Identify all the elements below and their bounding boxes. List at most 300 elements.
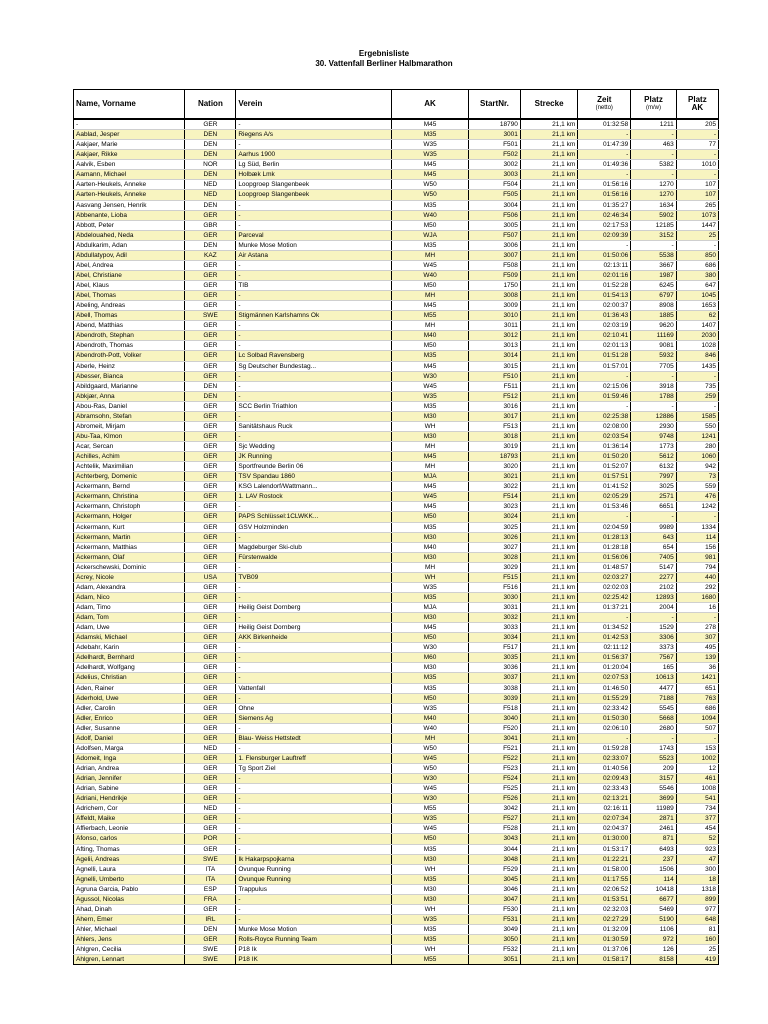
platz-mw-cell: 2461 <box>631 824 676 834</box>
nation-cell: GER <box>185 331 236 341</box>
nation-cell: GER <box>185 431 236 441</box>
verein-cell: Lc Solbad Ravensberg <box>236 351 392 361</box>
name-cell: Abou-Ras, Daniel <box>74 401 185 411</box>
ak-cell: W35 <box>392 150 469 160</box>
platz-mw-cell: 654 <box>631 542 676 552</box>
col-header-zeit[interactable] <box>578 90 631 120</box>
strecke-cell: 21,1 km <box>520 904 577 914</box>
zeit-cell: 01:22:21 <box>578 854 631 864</box>
startnr-cell: 3014 <box>468 351 520 361</box>
strecke-cell: 21,1 km <box>520 331 577 341</box>
startnr-cell: F529 <box>468 864 520 874</box>
verein-cell: - <box>236 794 392 804</box>
startnr-cell: 3029 <box>468 562 520 572</box>
nation-cell: GER <box>185 733 236 743</box>
verein-cell: - <box>236 200 392 210</box>
table-row <box>74 260 719 270</box>
startnr-cell: 3011 <box>468 321 520 331</box>
name-cell: Adomeit, Inga <box>74 753 185 763</box>
startnr-cell: 3034 <box>468 633 520 643</box>
ak-cell: W40 <box>392 270 469 280</box>
verein-cell: P18 Ik <box>236 945 392 955</box>
verein-cell: - <box>236 844 392 854</box>
verein-cell: - <box>236 804 392 814</box>
verein-cell: Loopgroep Slangenbeek <box>236 180 392 190</box>
table-row <box>74 562 719 572</box>
platz-ak-cell: 1421 <box>676 673 718 683</box>
verein-cell: - <box>236 894 392 904</box>
platz-mw-cell: 5382 <box>631 160 676 170</box>
verein-cell: - <box>236 774 392 784</box>
zeit-cell: 02:08:00 <box>578 421 631 431</box>
nation-cell: GER <box>185 210 236 220</box>
name-cell: Adolf, Daniel <box>74 733 185 743</box>
nation-cell: GER <box>185 693 236 703</box>
strecke-cell: 21,1 km <box>520 774 577 784</box>
startnr-cell: F505 <box>468 190 520 200</box>
zeit-cell: 01:46:50 <box>578 683 631 693</box>
platz-ak-cell: 1028 <box>676 341 718 351</box>
col-header-strecke[interactable]: Strecke <box>520 90 577 120</box>
verein-cell: - <box>236 914 392 924</box>
ak-cell: M60 <box>392 653 469 663</box>
strecke-cell: 21,1 km <box>520 653 577 663</box>
verein-cell: TVB09 <box>236 572 392 582</box>
table-row <box>74 884 719 894</box>
verein-cell: - <box>236 582 392 592</box>
platz-mw-cell: 2102 <box>631 582 676 592</box>
platz-mw-cell: 126 <box>631 945 676 955</box>
nation-cell: GER <box>185 321 236 331</box>
strecke-cell: 21,1 km <box>520 482 577 492</box>
platz-ak-cell: 278 <box>676 623 718 633</box>
name-cell: Agussol, Nicolas <box>74 894 185 904</box>
verein-cell: - <box>236 321 392 331</box>
platz-ak-cell: 981 <box>676 552 718 562</box>
zeit-cell: 02:07:34 <box>578 814 631 824</box>
platz-ak-cell: 647 <box>676 281 718 291</box>
nation-cell: GER <box>185 482 236 492</box>
startnr-cell: F518 <box>468 703 520 713</box>
verein-cell: Stigmännen Karlshamns Ok <box>236 311 392 321</box>
verein-cell: Magdeburger Ski-club <box>236 542 392 552</box>
verein-cell: - <box>236 784 392 794</box>
startnr-cell: F510 <box>468 371 520 381</box>
platz-ak-cell: 1585 <box>676 411 718 421</box>
table-row <box>74 381 719 391</box>
platz-ak-cell: - <box>676 130 718 140</box>
nation-cell: GER <box>185 814 236 824</box>
name-cell: Ackermann, Martin <box>74 532 185 542</box>
table-row <box>74 371 719 381</box>
ak-cell: MH <box>392 250 469 260</box>
nation-cell: GER <box>185 673 236 683</box>
platz-ak-cell: 1010 <box>676 160 718 170</box>
zeit-cell: 02:15:06 <box>578 381 631 391</box>
zeit-cell: 02:03:19 <box>578 321 631 331</box>
zeit-cell: 02:00:37 <box>578 301 631 311</box>
zeit-cell: 02:01:13 <box>578 341 631 351</box>
table-row <box>74 814 719 824</box>
platz-mw-sublabel: (m/w) <box>645 105 661 111</box>
platz-mw-cell: 2277 <box>631 572 676 582</box>
zeit-cell: 02:25:42 <box>578 592 631 602</box>
zeit-cell: 01:34:52 <box>578 623 631 633</box>
startnr-cell: 3001 <box>468 130 520 140</box>
strecke-cell: 21,1 km <box>520 452 577 462</box>
ak-cell: W45 <box>392 381 469 391</box>
ak-cell: M35 <box>392 844 469 854</box>
platz-mw-cell: 7997 <box>631 472 676 482</box>
zeit-cell: 01:30:00 <box>578 834 631 844</box>
startnr-cell: F507 <box>468 230 520 240</box>
name-cell: Abildgaard, Marianne <box>74 381 185 391</box>
strecke-cell: 21,1 km <box>520 180 577 190</box>
verein-cell: 1. Flensburger Lauftreff <box>236 753 392 763</box>
table-row <box>74 220 719 230</box>
verein-cell: KSG Lalendorf/Wattmann... <box>236 482 392 492</box>
name-cell: Adler, Enrico <box>74 713 185 723</box>
platz-ak-cell: 899 <box>676 894 718 904</box>
zeit-cell: 01:53:51 <box>578 894 631 904</box>
col-header-startnr[interactable]: StartNr. <box>468 90 520 120</box>
platz-mw-cell: 5546 <box>631 784 676 794</box>
platz-ak-cell: 114 <box>676 532 718 542</box>
name-cell: Ackermann, Matthias <box>74 542 185 552</box>
ak-cell: MH <box>392 291 469 301</box>
strecke-cell: 21,1 km <box>520 442 577 452</box>
table-row <box>74 452 719 462</box>
platz-ak-cell: 794 <box>676 562 718 572</box>
zeit-cell: 01:50:30 <box>578 713 631 723</box>
zeit-cell: 02:06:52 <box>578 884 631 894</box>
ak-cell: WH <box>392 421 469 431</box>
document-title: Ergebnisliste <box>358 49 410 58</box>
col-header-nation[interactable]: Nation <box>185 90 236 120</box>
nation-cell: GER <box>185 522 236 532</box>
table-row <box>74 532 719 542</box>
table-row <box>74 190 719 200</box>
table-row <box>74 914 719 924</box>
name-cell: Abendroth, Stephan <box>74 331 185 341</box>
table-row <box>74 603 719 613</box>
strecke-cell: 21,1 km <box>520 683 577 693</box>
nation-cell: DEN <box>185 170 236 180</box>
platz-ak-cell: 507 <box>676 723 718 733</box>
nation-cell: SWE <box>185 311 236 321</box>
strecke-cell: 21,1 km <box>520 542 577 552</box>
name-cell: Aderhold, Uwe <box>74 693 185 703</box>
ak-cell: MJA <box>392 603 469 613</box>
verein-cell: - <box>236 331 392 341</box>
startnr-cell: F502 <box>468 150 520 160</box>
table-row <box>74 522 719 532</box>
strecke-cell: 21,1 km <box>520 623 577 633</box>
table-row <box>74 834 719 844</box>
verein-cell: - <box>236 693 392 703</box>
platz-mw-cell: 972 <box>631 935 676 945</box>
nation-cell: GER <box>185 270 236 280</box>
ak-cell: WJA <box>392 230 469 240</box>
ak-cell: M45 <box>392 361 469 371</box>
platz-ak-cell: 25 <box>676 945 718 955</box>
nation-cell: NED <box>185 743 236 753</box>
verein-cell: - <box>236 220 392 230</box>
table-row <box>74 502 719 512</box>
name-cell: Adam, Alexandra <box>74 582 185 592</box>
name-cell: Abromeit, Mirjam <box>74 421 185 431</box>
name-cell: Ackermann, Kurt <box>74 522 185 532</box>
platz-mw-cell: 1270 <box>631 180 676 190</box>
table-row <box>74 753 719 763</box>
startnr-cell: 3039 <box>468 693 520 703</box>
strecke-cell: 21,1 km <box>520 361 577 371</box>
strecke-cell: 21,1 km <box>520 572 577 582</box>
ak-cell: M50 <box>392 341 469 351</box>
name-cell: Abbenante, Lioba <box>74 210 185 220</box>
zeit-cell: 01:37:06 <box>578 945 631 955</box>
verein-cell: - <box>236 270 392 280</box>
table-row <box>74 270 719 280</box>
nation-cell: GER <box>185 562 236 572</box>
platz-mw-cell: 3918 <box>631 381 676 391</box>
strecke-cell: 21,1 km <box>520 190 577 200</box>
zeit-cell: 01:35:27 <box>578 200 631 210</box>
table-row <box>74 904 719 914</box>
strecke-cell: 21,1 km <box>520 351 577 361</box>
ak-cell: MH <box>392 462 469 472</box>
startnr-cell: F525 <box>468 784 520 794</box>
name-cell: Abel, Andrea <box>74 260 185 270</box>
strecke-cell: 21,1 km <box>520 150 577 160</box>
zeit-cell: 01:48:57 <box>578 562 631 572</box>
col-header-platz-ak[interactable] <box>676 90 718 120</box>
name-cell: Ackermann, Christina <box>74 492 185 502</box>
table-row <box>74 723 719 733</box>
ak-cell: M50 <box>392 281 469 291</box>
strecke-cell: 21,1 km <box>520 844 577 854</box>
startnr-cell: F511 <box>468 381 520 391</box>
ak-cell: M35 <box>392 401 469 411</box>
nation-cell: GER <box>185 401 236 411</box>
strecke-cell: 21,1 km <box>520 784 577 794</box>
platz-mw-cell: - <box>631 401 676 411</box>
ak-cell: M30 <box>392 884 469 894</box>
name-cell: Abel, Thomas <box>74 291 185 301</box>
zeit-cell: 01:37:21 <box>578 603 631 613</box>
verein-cell: - <box>236 663 392 673</box>
platz-mw-cell: 5523 <box>631 753 676 763</box>
platz-ak-cell: 18 <box>676 874 718 884</box>
strecke-cell: 21,1 km <box>520 341 577 351</box>
startnr-cell: F520 <box>468 723 520 733</box>
ak-cell: WH <box>392 904 469 914</box>
verein-cell: - <box>236 673 392 683</box>
table-row <box>74 512 719 522</box>
platz-mw-cell: 6493 <box>631 844 676 854</box>
startnr-cell: 3023 <box>468 502 520 512</box>
strecke-cell: 21,1 km <box>520 411 577 421</box>
platz-mw-cell: 5538 <box>631 250 676 260</box>
platz-mw-cell: 1987 <box>631 270 676 280</box>
startnr-cell: 3033 <box>468 623 520 633</box>
platz-ak-cell: 1334 <box>676 522 718 532</box>
platz-mw-cell: 1529 <box>631 623 676 633</box>
startnr-cell: F522 <box>468 753 520 763</box>
startnr-cell: 3013 <box>468 341 520 351</box>
zeit-cell: 02:46:34 <box>578 210 631 220</box>
document-subtitle: 30. Vattenfall Berliner Halbmarathon <box>315 59 453 68</box>
name-cell: Ahad, Dinah <box>74 904 185 914</box>
ak-cell: W50 <box>392 743 469 753</box>
verein-cell: - <box>236 904 392 914</box>
nation-cell: GER <box>185 663 236 673</box>
verein-cell: - <box>236 411 392 421</box>
nation-cell: GER <box>185 472 236 482</box>
platz-ak-cell: 734 <box>676 804 718 814</box>
table-row <box>74 130 719 140</box>
nation-cell: GER <box>185 502 236 512</box>
nation-cell: DEN <box>185 391 236 401</box>
platz-ak-cell: 25 <box>676 230 718 240</box>
ak-cell: WH <box>392 945 469 955</box>
startnr-cell: F524 <box>468 774 520 784</box>
table-row <box>74 150 719 160</box>
results-table <box>73 89 719 965</box>
strecke-cell: 21,1 km <box>520 834 577 844</box>
zeit-cell: 02:04:59 <box>578 522 631 532</box>
name-cell: Aarten-Heukels, Anneke <box>74 180 185 190</box>
name-cell: Adler, Susanne <box>74 723 185 733</box>
ak-cell: M45 <box>392 502 469 512</box>
table-row <box>74 542 719 552</box>
platz-mw-label: Platz <box>644 95 663 104</box>
platz-ak-cell: - <box>676 401 718 411</box>
name-cell: Agruna Garcia, Pablo <box>74 884 185 894</box>
ak-cell: M45 <box>392 119 469 130</box>
ak-cell: W35 <box>392 814 469 824</box>
zeit-cell: 02:01:16 <box>578 270 631 280</box>
strecke-cell: 21,1 km <box>520 925 577 935</box>
startnr-cell: F521 <box>468 743 520 753</box>
name-cell: Abendroth, Thomas <box>74 341 185 351</box>
nation-cell: ITA <box>185 874 236 884</box>
name-cell: Adelhardt, Wolfgang <box>74 663 185 673</box>
zeit-cell: 01:58:17 <box>578 955 631 965</box>
startnr-cell: 3031 <box>468 603 520 613</box>
platz-ak-cell: 454 <box>676 824 718 834</box>
name-cell: - <box>74 119 185 130</box>
nation-cell: GER <box>185 542 236 552</box>
name-cell: Abend, Matthias <box>74 321 185 331</box>
zeit-cell: 01:59:28 <box>578 743 631 753</box>
table-row <box>74 351 719 361</box>
name-cell: Achtelik, Maximilian <box>74 462 185 472</box>
startnr-cell: 3018 <box>468 431 520 441</box>
verein-cell: Parceval <box>236 230 392 240</box>
verein-cell: AKK Birkenheide <box>236 633 392 643</box>
name-cell: Ahlers, Jens <box>74 935 185 945</box>
strecke-cell: 21,1 km <box>520 884 577 894</box>
platz-ak-cell: 307 <box>676 633 718 643</box>
verein-cell: - <box>236 723 392 733</box>
startnr-cell: 3044 <box>468 844 520 854</box>
platz-mw-cell: 6677 <box>631 894 676 904</box>
platz-ak-cell: 735 <box>676 381 718 391</box>
strecke-cell: 21,1 km <box>520 119 577 130</box>
name-cell: Aarten-Heukels, Anneke <box>74 190 185 200</box>
zeit-cell: 01:54:13 <box>578 291 631 301</box>
name-cell: Abdulkarim, Adan <box>74 240 185 250</box>
startnr-cell: F523 <box>468 764 520 774</box>
ak-cell: M50 <box>392 512 469 522</box>
table-row <box>74 401 719 411</box>
platz-mw-cell: 114 <box>631 874 676 884</box>
verein-cell: - <box>236 613 392 623</box>
col-header-name[interactable]: Name, Vorname <box>74 90 185 120</box>
platz-ak-cell: 942 <box>676 462 718 472</box>
strecke-cell: 21,1 km <box>520 854 577 864</box>
platz-mw-cell: 12185 <box>631 220 676 230</box>
nation-cell: GER <box>185 703 236 713</box>
startnr-cell: 18790 <box>468 119 520 130</box>
ak-cell: W50 <box>392 190 469 200</box>
strecke-cell: 21,1 km <box>520 562 577 572</box>
startnr-cell: 3019 <box>468 442 520 452</box>
col-header-platz-mw[interactable] <box>631 90 676 120</box>
platz-ak-cell: 651 <box>676 683 718 693</box>
verein-cell: Siemens Ag <box>236 713 392 723</box>
zeit-cell: 01:56:06 <box>578 552 631 562</box>
verein-cell: - <box>236 260 392 270</box>
startnr-cell: 3046 <box>468 884 520 894</box>
zeit-cell: 01:56:16 <box>578 190 631 200</box>
platz-mw-cell: - <box>631 150 676 160</box>
startnr-cell: 3017 <box>468 411 520 421</box>
name-cell: Abkjær, Anna <box>74 391 185 401</box>
table-row <box>74 925 719 935</box>
name-cell: Abel, Christiane <box>74 270 185 280</box>
strecke-cell: 21,1 km <box>520 693 577 703</box>
table-row <box>74 774 719 784</box>
verein-cell: GSV Holzminden <box>236 522 392 532</box>
verein-cell: TSV Spandau 1860 <box>236 472 392 482</box>
nation-cell: GER <box>185 764 236 774</box>
name-cell: Abdelouahed, Neda <box>74 230 185 240</box>
strecke-cell: 21,1 km <box>520 492 577 502</box>
table-row <box>74 311 719 321</box>
nation-cell: DEN <box>185 200 236 210</box>
platz-ak-cell: 495 <box>676 643 718 653</box>
name-cell: Ackermann, Christoph <box>74 502 185 512</box>
nation-cell: KAZ <box>185 250 236 260</box>
zeit-cell: 01:40:56 <box>578 764 631 774</box>
platz-ak-cell: 160 <box>676 935 718 945</box>
nation-cell: GER <box>185 351 236 361</box>
nation-cell: NED <box>185 180 236 190</box>
name-cell: Adrian, Jennifer <box>74 774 185 784</box>
ak-cell: M35 <box>392 130 469 140</box>
col-header-verein[interactable]: Verein <box>236 90 392 120</box>
zeit-cell: 02:32:03 <box>578 904 631 914</box>
ak-cell: M30 <box>392 854 469 864</box>
nation-cell: GER <box>185 935 236 945</box>
nation-cell: POR <box>185 834 236 844</box>
nation-cell: ESP <box>185 884 236 894</box>
verein-cell: - <box>236 643 392 653</box>
col-header-ak[interactable]: AK <box>392 90 469 120</box>
ak-cell: M50 <box>392 693 469 703</box>
